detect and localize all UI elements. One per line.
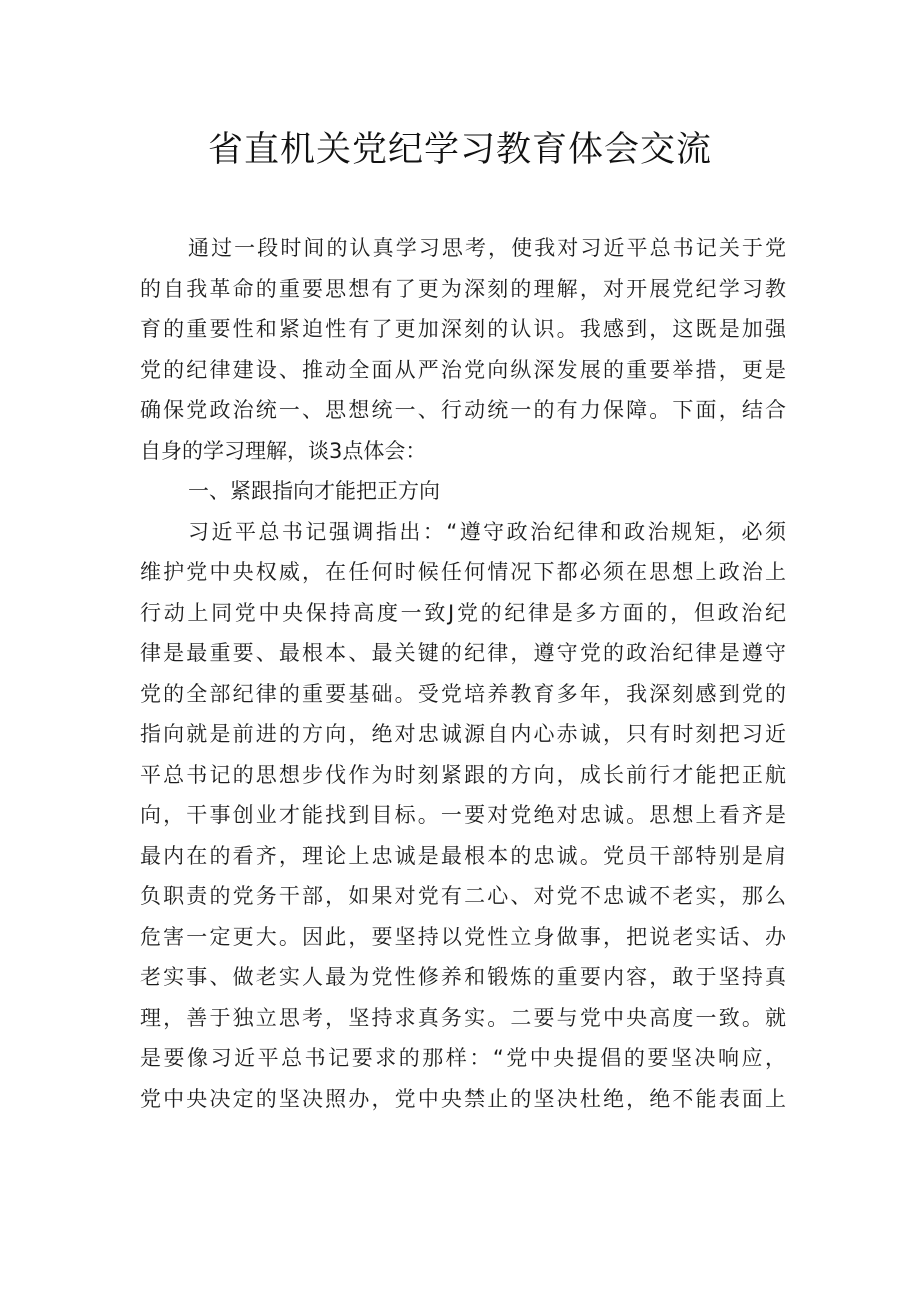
paragraph-line: 的自我革命的重要思想有了更为深刻的理解，对开展党纪学习教 (140, 276, 786, 301)
paragraph-line: 向，干事创业才能找到目标。一要对党绝对忠诚。思想上看齐是 (140, 803, 786, 827)
paragraph-line: 律是最重要、最根本、最关键的纪律，遵守党的政治纪律是遵守 (140, 641, 786, 665)
paragraph-line: 习近平总书记强调指出：“遵守政治纪律和政治规矩，必须 (188, 519, 786, 544)
paragraph-line: 维护党中央权威，在任何时候任何情况下都必须在思想上政治上 (140, 560, 786, 584)
paragraph-line: 党中央决定的坚决照办，党中央禁止的坚决杜绝，绝不能表面上 (140, 1086, 786, 1111)
section-heading: 一、紧跟指向才能把正方向 (188, 479, 440, 503)
paragraph-line: 指向就是前进的方向，绝对忠诚源自内心赤诚，只有时刻把习近 (140, 722, 786, 746)
paragraph-line: 理，善于独立思考，坚持求真务实。二要与党中央高度一致。就 (140, 1005, 786, 1030)
document-body (140, 228, 786, 1119)
paragraph-line: 平总书记的思想步伐作为时刻紧跟的方向，成长前行才能把正航 (140, 762, 786, 787)
paragraph-line: 确保党政治统一、思想统一、行动统一的有力保障。下面，结合 (140, 398, 786, 422)
paragraph-line: 危害一定更大。因此，要坚持以党性立身做事，把说老实话、办 (140, 924, 786, 949)
document-title: 省直机关党纪学习教育体会交流 (207, 130, 712, 170)
paragraph-line: 党的纪律建设、推动全面从严治党向纵深发展的重要举措，更是 (140, 357, 786, 382)
paragraph-line: 党的全部纪律的重要基础。受党培养教育多年，我深刻感到党的 (140, 681, 786, 706)
paragraph-line: 最内在的看齐，理论上忠诚是最根本的忠诚。党员干部特别是肩 (140, 843, 786, 868)
paragraph-line: 老实事、做老实人最为党性修养和锻炼的重要内容，敢于坚持真 (140, 965, 786, 989)
paragraph-line: 行动上同党中央保持高度一致J党的纪律是多方面的，但政治纪 (140, 600, 786, 625)
paragraph-line: 是要像习近平总书记要求的那样：“党中央提倡的要坚决响应， (140, 1046, 786, 1070)
paragraph-line: 自身的学习理解，谈3点体会： (140, 438, 427, 463)
paragraph-line: 育的重要性和紧迫性有了更加深刻的认识。我感到，这既是加强 (140, 317, 786, 341)
paragraph-line: 负职责的党务干部，如果对党有二心、对党不忠诚不老实，那么 (140, 884, 786, 908)
paragraph-line: 通过一段时间的认真学习思考，使我对习近平总书记关于党 (188, 236, 786, 260)
